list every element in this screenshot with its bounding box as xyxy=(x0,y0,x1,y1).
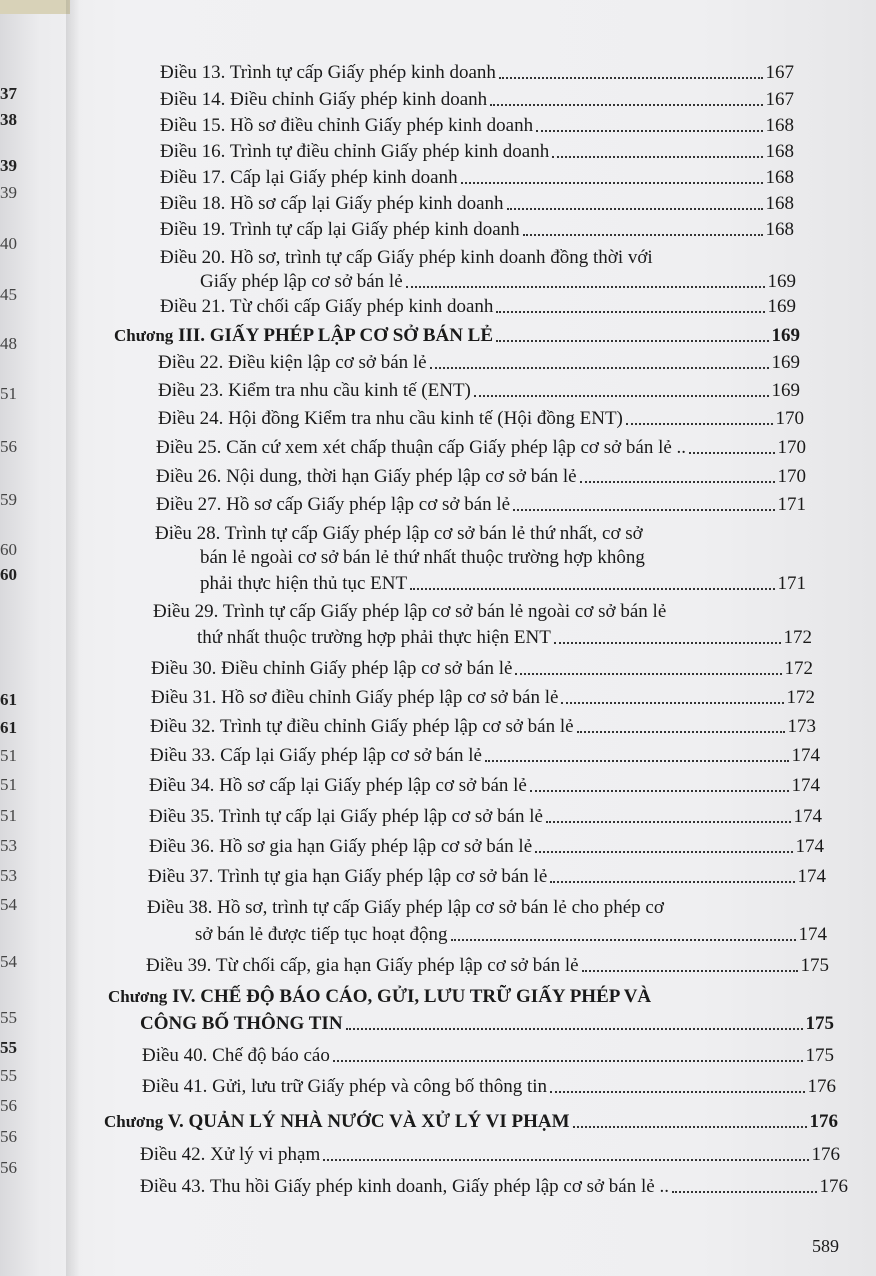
left-margin-number: 39 xyxy=(0,156,17,175)
toc-entry-page: 169 xyxy=(771,352,800,373)
toc-leader xyxy=(323,1159,808,1161)
toc-entry xyxy=(142,1045,834,1067)
toc-entry-label: Điều 14. Điều chỉnh Giấy phép kinh doanh xyxy=(160,89,488,110)
left-margin-number: 48 xyxy=(0,334,17,353)
toc-entry-label: Điều 24. Hội đồng Kiểm tra nhu cầu kinh tế (Hội đồng ENT) xyxy=(158,408,623,429)
toc-entry-label: sở bán lẻ được tiếp tục hoạt động xyxy=(195,924,448,945)
toc-leader xyxy=(626,423,773,425)
toc-entry-page: 170 xyxy=(775,408,804,429)
toc-leader xyxy=(561,702,783,704)
toc-entry xyxy=(156,437,806,459)
toc-leader xyxy=(474,395,769,397)
toc-entry xyxy=(149,836,824,858)
toc-entry xyxy=(150,716,816,738)
left-margin-number: 51 xyxy=(0,384,17,403)
toc-entry-page: 174 xyxy=(798,924,827,945)
left-margin-number: 38 xyxy=(0,110,17,129)
left-margin-number: 55 xyxy=(0,1066,17,1085)
toc-entry xyxy=(156,466,806,488)
toc-entry-label: Điều 35. Trình tự cấp lại Giấy phép lập cơ sở bán lẻ xyxy=(149,806,543,827)
toc-entry-label: Điều 19. Trình tự cấp lại Giấy phép kinh doanh xyxy=(160,219,520,240)
left-margin-number: 61 xyxy=(0,690,17,709)
toc-entry xyxy=(140,1176,848,1198)
left-margin-number: 59 xyxy=(0,490,17,509)
toc-entry-label: Điều 16. Trình tự điều chỉnh Giấy phép kinh doanh xyxy=(160,141,550,162)
toc-leader xyxy=(550,1091,804,1093)
toc-entry-label: Điều 13. Trình tự cấp Giấy phép kinh doanh xyxy=(160,62,496,83)
toc-leader xyxy=(451,939,796,941)
toc-entry-label: Điều 39. Từ chối cấp, gia hạn Giấy phép lập cơ sở bán lẻ xyxy=(146,955,579,976)
toc-leader xyxy=(490,104,762,106)
toc-entry-page: 174 xyxy=(797,866,826,887)
toc-entry xyxy=(158,352,800,374)
toc-entry xyxy=(150,745,820,767)
toc-leader xyxy=(550,881,794,883)
spine-shadow xyxy=(66,0,80,1276)
toc-entry-page: 170 xyxy=(777,437,806,458)
toc-entry-label: Điều 21. Từ chối cấp Giấy phép kinh doanh xyxy=(160,296,494,317)
toc-entry-page: 168 xyxy=(765,141,794,162)
toc-entry-label: Điều 41. Gửi, lưu trữ Giấy phép và công bố thông tin xyxy=(142,1076,548,1097)
toc-leader xyxy=(513,509,774,511)
toc-chapter-label: V. QUẢN LÝ NHÀ NƯỚC VÀ XỬ LÝ VI PHẠM xyxy=(167,1111,570,1132)
toc-leader xyxy=(535,851,792,853)
toc-leader xyxy=(573,1126,807,1128)
toc-entry-line: Điều 38. Hồ sơ, trình tự cấp Giấy phép lập cơ sở bán lẻ cho phép cơ xyxy=(147,897,664,918)
toc-entry-label: thứ nhất thuộc trường hợp phải thực hiện ENT xyxy=(197,627,551,648)
left-margin-number: 56 xyxy=(0,1127,17,1146)
toc-entry-page: 174 xyxy=(791,745,820,766)
toc-entry-page: 169 xyxy=(771,380,800,401)
toc-entry-page: 169 xyxy=(771,325,800,346)
left-margin-number: 54 xyxy=(0,952,17,971)
toc-entry-label: Giấy phép lập cơ sở bán lẻ xyxy=(200,271,403,292)
toc-entry xyxy=(146,955,829,977)
toc-leader xyxy=(333,1060,803,1062)
toc-entry xyxy=(160,62,794,84)
toc-entry-page: 171 xyxy=(777,494,806,515)
toc-entry-label: Điều 23. Kiểm tra nhu cầu kinh tế (ENT) xyxy=(158,380,471,401)
toc-entry xyxy=(160,89,794,111)
left-margin-number: 45 xyxy=(0,285,17,304)
toc-entry-page: 168 xyxy=(765,219,794,240)
left-margin-number: 37 xyxy=(0,84,17,103)
toc-entry-label: Điều 31. Hồ sơ điều chỉnh Giấy phép lập cơ sở bán lẻ xyxy=(151,687,559,708)
toc-entry-page: 175 xyxy=(805,1013,834,1034)
toc-leader xyxy=(577,731,785,733)
toc-entry xyxy=(151,658,813,680)
toc-entry-label: Điều 26. Nội dung, thời hạn Giấy phép lập cơ sở bán lẻ xyxy=(156,466,577,487)
toc-leader xyxy=(580,481,775,483)
left-margin-number: 53 xyxy=(0,836,17,855)
left-margin-number: 39 xyxy=(0,183,17,202)
toc-entry-label: Điều 15. Hồ sơ điều chỉnh Giấy phép kinh doanh xyxy=(160,115,534,136)
toc-entry-page: 176 xyxy=(811,1144,840,1165)
toc-entry-page: 167 xyxy=(765,62,794,83)
toc-leader xyxy=(546,821,791,823)
toc-leader xyxy=(496,340,768,342)
toc-entry xyxy=(160,141,794,163)
toc-entry-page: 176 xyxy=(807,1076,836,1097)
toc-entry xyxy=(158,408,804,430)
page-corner-tab xyxy=(0,0,70,14)
toc-entry xyxy=(200,573,806,595)
toc-chapter xyxy=(140,1013,834,1035)
toc-entry-page: 175 xyxy=(800,955,829,976)
toc-chapter xyxy=(114,325,800,347)
toc-entry-label: Điều 17. Cấp lại Giấy phép kinh doanh xyxy=(160,167,458,188)
left-margin-number: 60 xyxy=(0,540,17,559)
toc-entry-label: Điều 40. Chế độ báo cáo xyxy=(142,1045,330,1066)
toc-leader xyxy=(689,452,774,454)
toc-chapter xyxy=(104,1111,838,1133)
toc-leader xyxy=(507,208,763,210)
toc-entry xyxy=(142,1076,836,1098)
toc-entry-label: Điều 36. Hồ sơ gia hạn Giấy phép lập cơ sở bán lẻ xyxy=(149,836,533,857)
toc-entry xyxy=(200,271,796,293)
toc-entry-page: 174 xyxy=(793,806,822,827)
toc-entry-page: 168 xyxy=(765,193,794,214)
toc-leader xyxy=(552,156,762,158)
left-margin-number: 56 xyxy=(0,1096,17,1115)
toc-leader xyxy=(430,367,769,369)
toc-entry xyxy=(197,627,812,649)
toc-entry-page: 172 xyxy=(784,658,813,679)
left-margin-number: 40 xyxy=(0,234,17,253)
toc-entry xyxy=(148,866,826,888)
toc-chapter-label: CÔNG BỐ THÔNG TIN xyxy=(140,1013,343,1034)
toc-leader xyxy=(496,311,764,313)
toc-entry xyxy=(156,494,806,516)
toc-entry-label: Điều 30. Điều chỉnh Giấy phép lập cơ sở bán lẻ xyxy=(151,658,513,679)
chapter-word: Chương xyxy=(104,1112,164,1131)
toc-entry-line: Điều 29. Trình tự cấp Giấy phép lập cơ sở bán lẻ ngoài cơ sở bán lẻ xyxy=(153,601,667,622)
toc-entry-page: 172 xyxy=(783,627,812,648)
toc-entry-label: Điều 33. Cấp lại Giấy phép lập cơ sở bán lẻ xyxy=(150,745,482,766)
toc-entry-label: Điều 18. Hồ sơ cấp lại Giấy phép kinh doanh xyxy=(160,193,504,214)
toc-entry xyxy=(195,924,827,946)
toc-entry-page: 176 xyxy=(819,1176,848,1197)
toc-entry-line: bán lẻ ngoài cơ sở bán lẻ thứ nhất thuộc trường hợp không xyxy=(200,547,645,568)
toc-entry-page: 176 xyxy=(809,1111,838,1132)
toc-leader xyxy=(515,673,781,675)
toc-leader xyxy=(530,790,789,792)
toc-entry xyxy=(160,219,794,241)
page-number: 589 xyxy=(812,1236,839,1256)
chapter-word: Chương xyxy=(114,326,174,345)
toc-entry xyxy=(158,380,800,402)
left-margin-number: 51 xyxy=(0,746,17,765)
toc-entry-label: Điều 37. Trình tự gia hạn Giấy phép lập cơ sở bán lẻ xyxy=(148,866,548,887)
toc-entry-line: Điều 20. Hồ sơ, trình tự cấp Giấy phép kinh doanh đồng thời với xyxy=(160,247,653,268)
toc-entry-page: 168 xyxy=(765,167,794,188)
toc-entry xyxy=(140,1144,840,1166)
toc-entry-label: Điều 27. Hồ sơ cấp Giấy phép lập cơ sở bán lẻ xyxy=(156,494,511,515)
toc-entry-page: 169 xyxy=(767,296,796,317)
left-margin-number: 56 xyxy=(0,1158,17,1177)
toc-entry-page: 167 xyxy=(765,89,794,110)
toc-entry xyxy=(160,167,794,189)
left-margin-number: 51 xyxy=(0,806,17,825)
toc-entry-label: Điều 22. Điều kiện lập cơ sở bán lẻ xyxy=(158,352,427,373)
toc-entry-label: Điều 32. Trình tự điều chỉnh Giấy phép lập cơ sở bán lẻ xyxy=(150,716,574,737)
left-margin-number: 54 xyxy=(0,895,17,914)
left-margin-number: 60 xyxy=(0,565,17,584)
toc-entry xyxy=(160,296,796,318)
toc-entry-label: Điều 42. Xử lý vi phạm xyxy=(140,1144,321,1165)
toc-entry xyxy=(160,115,794,137)
toc-leader xyxy=(485,760,789,762)
toc-chapter-label-line: IV. CHẾ ĐỘ BÁO CÁO, GỬI, LƯU TRỮ GIẤY PHÉP VÀ xyxy=(172,986,652,1007)
toc-entry-page: 174 xyxy=(795,836,824,857)
toc-entry-page: 170 xyxy=(777,466,806,487)
toc-entry-page: 174 xyxy=(791,775,820,796)
toc-leader xyxy=(461,182,763,184)
toc-entry-label: phải thực hiện thủ tục ENT xyxy=(200,573,408,594)
left-margin-number: 56 xyxy=(0,437,17,456)
toc-entry xyxy=(160,193,794,215)
toc-leader xyxy=(554,642,781,644)
toc-leader xyxy=(536,130,762,132)
left-margin-number: 61 xyxy=(0,718,17,737)
toc-entry-label: Điều 34. Hồ sơ cấp lại Giấy phép lập cơ sở bán lẻ xyxy=(149,775,527,796)
chapter-word: Chương xyxy=(108,987,168,1006)
left-margin-number: 55 xyxy=(0,1008,17,1027)
toc-entry-page: 168 xyxy=(765,115,794,136)
toc-entry-line: Điều 28. Trình tự cấp Giấy phép lập cơ sở bán lẻ thứ nhất, cơ sở xyxy=(155,523,643,544)
toc-entry-label: Điều 25. Căn cứ xem xét chấp thuận cấp Giấy phép lập cơ sở bán lẻ .. xyxy=(156,437,687,458)
toc-entry-page: 171 xyxy=(777,573,806,594)
toc-entry-page: 172 xyxy=(786,687,815,708)
toc-leader xyxy=(406,286,765,288)
toc-leader xyxy=(523,234,763,236)
left-margin-number: 51 xyxy=(0,775,17,794)
toc-leader xyxy=(410,588,774,590)
toc-chapter-line xyxy=(108,986,651,1008)
left-margin-number: 53 xyxy=(0,866,17,885)
toc-leader xyxy=(346,1028,803,1030)
toc-entry-page: 173 xyxy=(787,716,816,737)
left-margin-number: 55 xyxy=(0,1038,17,1057)
toc-leader xyxy=(672,1191,817,1193)
toc-entry-label: Điều 43. Thu hồi Giấy phép kinh doanh, Giấy phép lập cơ sở bán lẻ .. xyxy=(140,1176,669,1197)
toc-chapter-label: III. GIẤY PHÉP LẬP CƠ SỞ BÁN LẺ xyxy=(178,325,494,346)
toc-entry xyxy=(151,687,815,709)
toc-entry-page: 175 xyxy=(805,1045,834,1066)
toc-entry-page: 169 xyxy=(767,271,796,292)
toc-entry xyxy=(149,806,822,828)
toc-entry xyxy=(149,775,820,797)
toc-leader xyxy=(582,970,798,972)
toc-leader xyxy=(499,77,763,79)
